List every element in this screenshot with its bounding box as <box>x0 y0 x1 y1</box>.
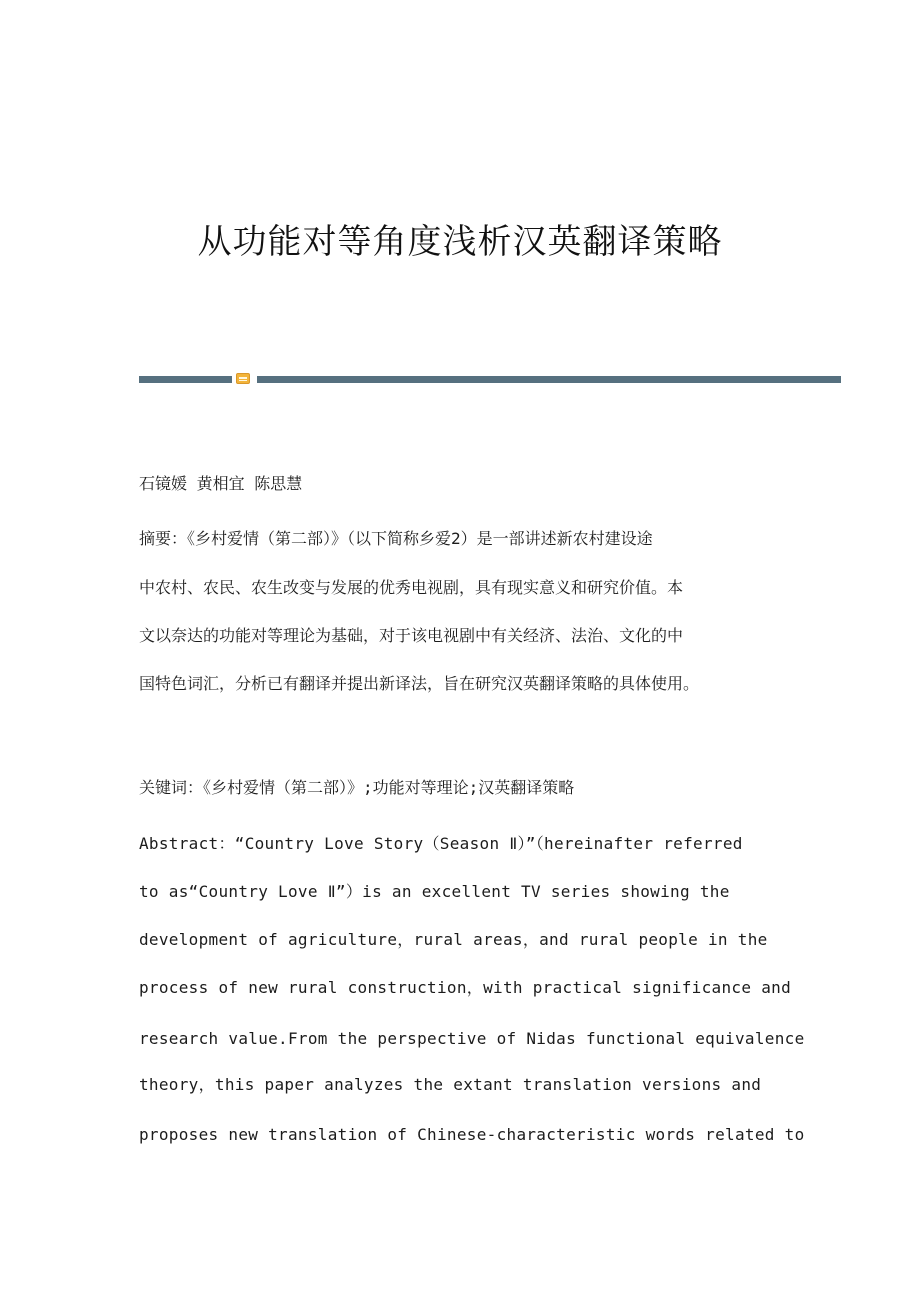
abstract-cn-line: 文以奈达的功能对等理论为基础，对于该电视剧中有关经济、法治、文化的中 <box>139 626 684 645</box>
abstract-cn-line: 中农村、农民、农生改变与发展的优秀电视剧，具有现实意义和研究价值。本 <box>139 578 684 597</box>
abstract-en-line: theory，this paper analyzes the extant translation versions and <box>139 1075 762 1094</box>
authors: 石镜媛 黄相宜 陈思慧 <box>139 474 303 493</box>
abstract-en-line: Abstract：“Country Love Story（Season Ⅱ）”（hereinafter referred <box>139 834 743 853</box>
abstract-cn-line: 摘要：《乡村爱情（第二部）》（以下简称乡爱2）是一部讲述新农村建设途 <box>139 529 653 548</box>
divider-ornament-icon <box>236 373 250 384</box>
divider-right <box>257 376 841 383</box>
abstract-en-line: research value.From the perspective of Nidas functional equivalence <box>139 1029 805 1048</box>
abstract-en-line: to as“Country Love Ⅱ”）is an excellent TV series showing the <box>139 882 730 901</box>
abstract-en-line: development of agriculture，rural areas，and rural people in the <box>139 930 768 949</box>
keywords: 关键词：《乡村爱情（第二部）》;功能对等理论;汉英翻译策略 <box>139 778 575 797</box>
abstract-en-line: proposes new translation of Chinese-characteristic words related to <box>139 1125 805 1144</box>
abstract-cn-line: 国特色词汇，分析已有翻译并提出新译法，旨在研究汉英翻译策略的具体使用。 <box>139 674 700 693</box>
abstract-en-line: process of new rural construction，with practical significance and <box>139 978 791 997</box>
divider-left <box>139 376 232 383</box>
page-title: 从功能对等角度浅析汉英翻译策略 <box>197 222 723 262</box>
